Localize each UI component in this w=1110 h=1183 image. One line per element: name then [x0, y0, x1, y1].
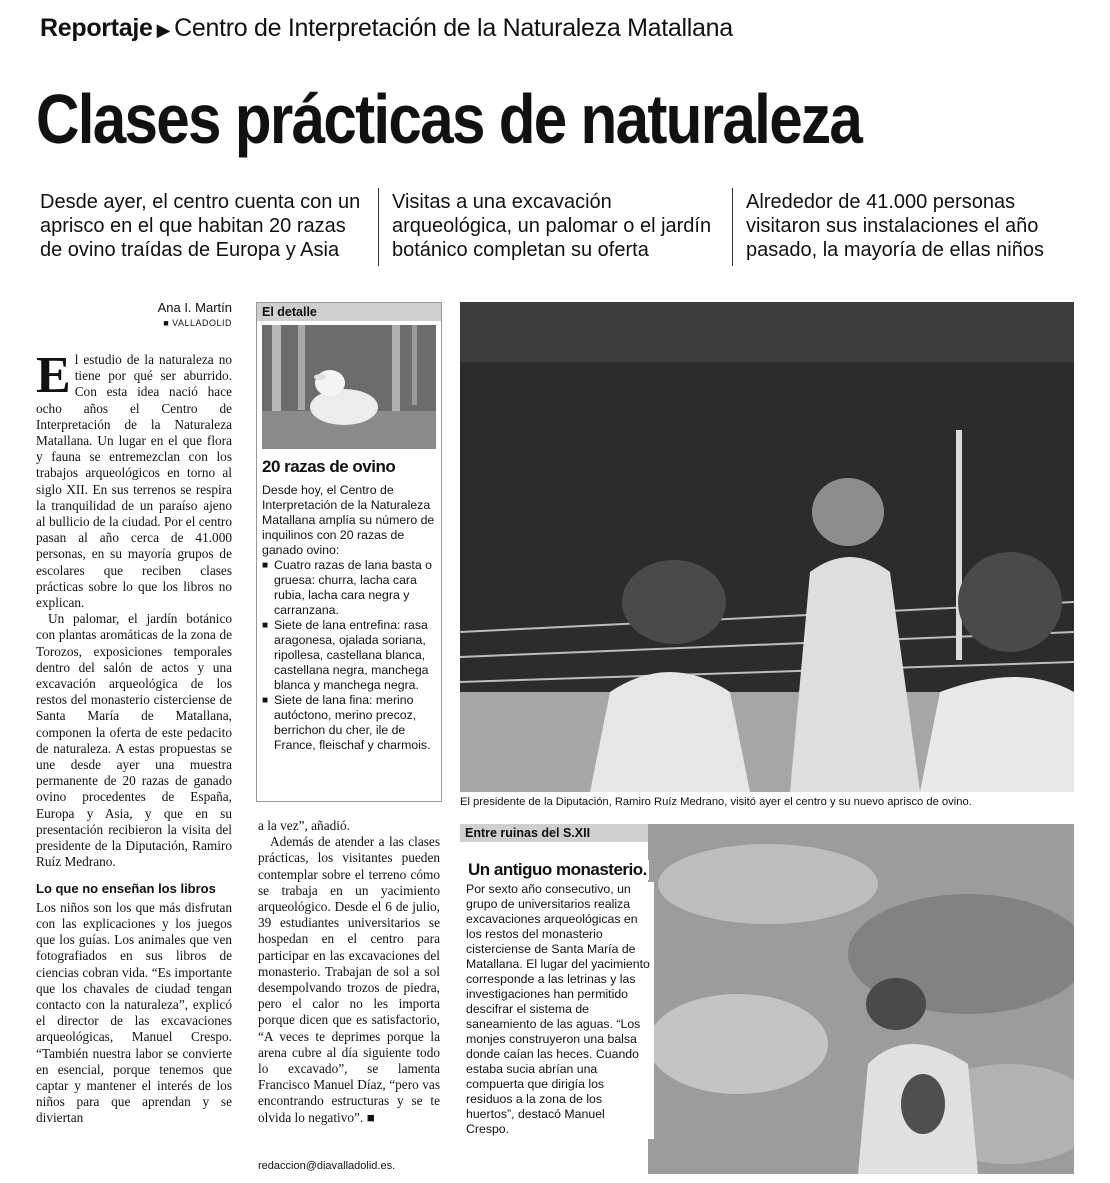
byline: [100, 300, 232, 328]
paragraph-2: Un palomar, el jardín botánico con plantas aromáticas de la zona de Torozos, exposiciones temporales dentro del salón de actos y una excavación arqueológica de los restos del monasterio cisterciense de Santa María de Matallana, componen la oferta de este pedacito de naturaleza. A estas propuestas se une desde ayer una muestra permanente de 20 razas de ganado ovino procedentes de España, Europa y Asia, y que en su presentación recibieron la visita del presidente de la Diputación, Ramiro Ruíz Medrano.: [36, 611, 232, 870]
breed-list: [262, 558, 436, 753]
drop-cap: E: [36, 352, 71, 404]
paragraph-1: El estudio de la naturaleza no tiene por qué ser aburrido. Con esta idea nació hace ocho años el Centro de Interpretación de la Naturaleza Matallana. Un lugar en el que flora y fauna se entremezclan con los trabajos arqueológicos en torno al siglo XII. En sus terrenos se respira la tranquilidad de un paraíso ajeno al bullicio de la ciudad. Por el centro pasan al año cerca de 41.000 personas, en su mayoría grupos de escolares que reciben clases prácticas sobre lo que los libros no explican.: [36, 352, 232, 611]
deck-1: Desde ayer, el centro cuenta con un aprisco en el que habitan 20 razas de ovino traídas de Europa y Asia: [40, 191, 361, 261]
ruins-box-label: Entre ruinas del S.XII: [460, 824, 648, 842]
breed-item: ■ Siete de lana fina: merino autóctono, merino precoz, berrichon du cher, ile de France, fleischaf y charmois.: [262, 693, 436, 753]
paragraph-5: Además de atender a las clases prácticas, los visitantes pueden contemplar sobre el terreno cómo se trabaja en un yacimiento arqueológico. Desde el 6 de julio, 39 estudiantes universitarios se hospedan en el centro para participar en las excavaciones del monasterio. Trabajan de sol a sol desempolvando trozos de piedra, pero el calor no les importa porque dicen que es satisfactorio, “A veces te deprimes porque la arena cubre al día siguiente todo lo excavado”, se lamenta Francisco Manuel Díaz, “pero vas encontrando estructuras y se te olvida lo negativo”. ■: [258, 834, 440, 1125]
ruins-box-text: Por sexto año consecutivo, un grupo de universitarios realiza excavaciones arqueológicas en los restos del monasterio cisterciense de Santa María de Matallana. El lugar del yacimiento corresponde a las letrinas y las investigaciones han permitido descifrar el sistema de saneamiento de las aguas. “Los monjes construyeron una balsa donde caían las heces. Cuando estaba sucia abrían una compuerta que dirigía los residuos a la zona de los huertos”, destacó Manuel Crespo.: [466, 882, 654, 1139]
detail-box-label: El detalle: [257, 303, 441, 321]
article-column-2: [258, 818, 440, 1158]
deck-divider: [378, 188, 379, 266]
detail-box: [256, 302, 442, 802]
main-photo-caption: El presidente de la Diputación, Ramiro Ruíz Medrano, visitó ayer el centro y su nuevo aprisco de ovino.: [460, 796, 972, 808]
deck-divider: [732, 188, 733, 266]
article-column-1: [36, 352, 232, 1182]
headline: Clases prácticas de naturaleza: [36, 80, 862, 158]
ruins-box-title: Un antiguo monasterio.: [468, 860, 647, 879]
breed-item: ■ Siete de lana entrefina: rasa aragonesa, ojalada soriana, ripollesa, castellana blanca, castellana negra, manchega blanca y manchega negra.: [262, 618, 436, 693]
kicker-topic: Centro de Interpretación de la Naturaleza Matallana: [174, 14, 733, 42]
paragraph-3: Los niños son los que más disfrutan con las explicaciones y los juegos que los guías. Los animales que ven fotografiados en sus libros de ciencias cobran vida. “Es importante que los chavales de ciudad tengan contacto con la naturaleza”, explicó el director de las excavaciones arqueológicas, Manuel Crespo. “También nuestra labor se convierte en esencial, porque tenemos que captar y mantener el interés de los niños para que aprendan y se diviertan: [36, 899, 232, 1126]
section-kicker: [40, 14, 733, 43]
lamb-photo: [262, 325, 436, 449]
detail-box-title: 20 razas de ovino: [262, 457, 396, 476]
ruins-box: [460, 824, 1074, 1174]
paragraph-4: a la vez”, añadió.: [258, 818, 350, 833]
subheading: Lo que no enseñan los libros: [36, 880, 216, 896]
section-name: Reportaje: [40, 14, 153, 42]
breed-item: ■ Cuatro razas de lana basta o gruesa: churra, lacha cara rubia, lacha cara negra y carranzana.: [262, 558, 436, 618]
arrow-right-icon: ▶: [156, 20, 171, 40]
byline-location: ■ VALLADOLID: [163, 318, 232, 328]
deck-2: Visitas a una excavación arqueológica, un palomar o el jardín botánico completan su oferta: [392, 191, 712, 261]
deck-3: Alrededor de 41.000 personas visitaron sus instalaciones el año pasado, la mayoría de ellas niños: [746, 191, 1044, 261]
detail-box-body: [262, 483, 436, 753]
byline-author: Ana I. Martín: [157, 300, 232, 315]
detail-box-intro: Desde hoy, el Centro de Interpretación de la Naturaleza Matallana amplía su número de inquilinos con 20 razas de ganado ovino:: [262, 483, 435, 557]
main-photo: [460, 302, 1074, 792]
excavation-photo: [648, 824, 1074, 1174]
contact-email: redaccion@diavalladolid.es.: [258, 1160, 396, 1172]
